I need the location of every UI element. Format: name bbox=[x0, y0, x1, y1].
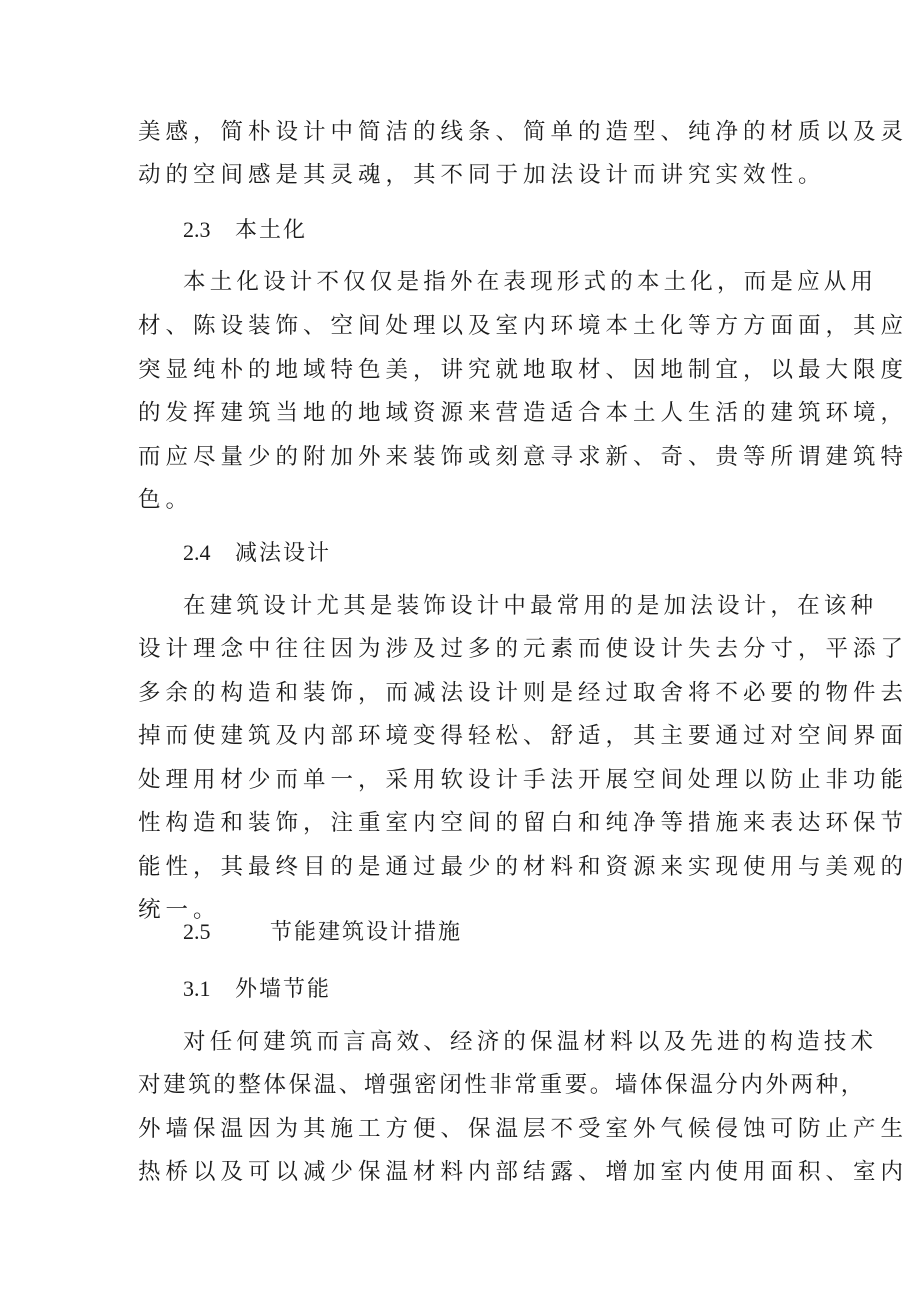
paragraph-line: 性构造和装饰，注重室内空间的留白和纯净等措施来表达环保节 bbox=[138, 810, 909, 836]
section-heading-2-4 bbox=[183, 538, 331, 569]
section-heading-2-3 bbox=[183, 215, 307, 246]
paragraph-line: 对建筑的整体保温、增强密闭性非常重要。墙体保温分内外两种， bbox=[138, 1072, 866, 1098]
paragraph-line: 材、陈设装饰、空间处理以及室内环境本土化等方方面面，其应 bbox=[138, 313, 909, 339]
section-title: 减法设计 bbox=[235, 541, 332, 566]
paragraph-line: 突显纯朴的地域特色美，讲究就地取材、因地制宜，以最大限度 bbox=[138, 357, 909, 383]
paragraph-line: 热桥以及可以减少保温材料内部结露、增加室内使用面积、室内 bbox=[138, 1159, 909, 1185]
paragraph-line: 处理用材少而单一，采用软设计手法开展空间处理以防止非功能 bbox=[138, 767, 909, 793]
section-number: 2.5 bbox=[183, 919, 211, 944]
section-heading-2-5 bbox=[183, 917, 462, 948]
paragraph-line: 设计理念中往往因为涉及过多的元素而使设计失去分寸，平添了 bbox=[138, 636, 909, 662]
paragraph-line: 多余的构造和装饰，而减法设计则是经过取舍将不必要的物件去 bbox=[138, 680, 909, 706]
paragraph-line: 的发挥建筑当地的地域资源来营造适合本土人生活的建筑环境， bbox=[138, 400, 909, 426]
paragraph-line: 统一。 bbox=[138, 897, 221, 923]
section-number: 3.1 bbox=[183, 976, 211, 1001]
paragraph-line: 色。 bbox=[138, 487, 194, 513]
section-title: 外墙节能 bbox=[235, 977, 332, 1002]
section-heading-3-1 bbox=[183, 974, 331, 1005]
paragraph-line: 在建筑设计尤其是装饰设计中最常用的是加法设计，在该种 bbox=[183, 593, 878, 619]
paragraph-line: 动的空间感是其灵魂，其不同于加法设计而讲究实效性。 bbox=[138, 162, 826, 188]
paragraph-line: 美感，简朴设计中简洁的线条、简单的造型、纯净的材质以及灵 bbox=[138, 119, 909, 145]
paragraph-line: 而应尽量少的附加外来装饰或刻意寻求新、奇、贵等所谓建筑特 bbox=[138, 444, 909, 470]
section-title: 节能建筑设计措施 bbox=[270, 920, 463, 945]
paragraph-line: 对任何建筑而言高效、经济的保温材料以及先进的构造技术 bbox=[183, 1029, 878, 1055]
paragraph-line: 本土化设计不仅仅是指外在表现形式的本土化，而是应从用 bbox=[183, 269, 878, 295]
section-title: 本土化 bbox=[235, 218, 308, 243]
paragraph-line: 掉而使建筑及内部环境变得轻松、舒适，其主要通过对空间界面 bbox=[138, 723, 909, 749]
paragraph-line: 外墙保温因为其施工方便、保温层不受室外气候侵蚀可防止产生 bbox=[138, 1116, 909, 1142]
section-number: 2.3 bbox=[183, 217, 211, 242]
section-number: 2.4 bbox=[183, 540, 211, 565]
paragraph-line: 能性，其最终目的是通过最少的材料和资源来实现使用与美观的 bbox=[138, 854, 909, 880]
